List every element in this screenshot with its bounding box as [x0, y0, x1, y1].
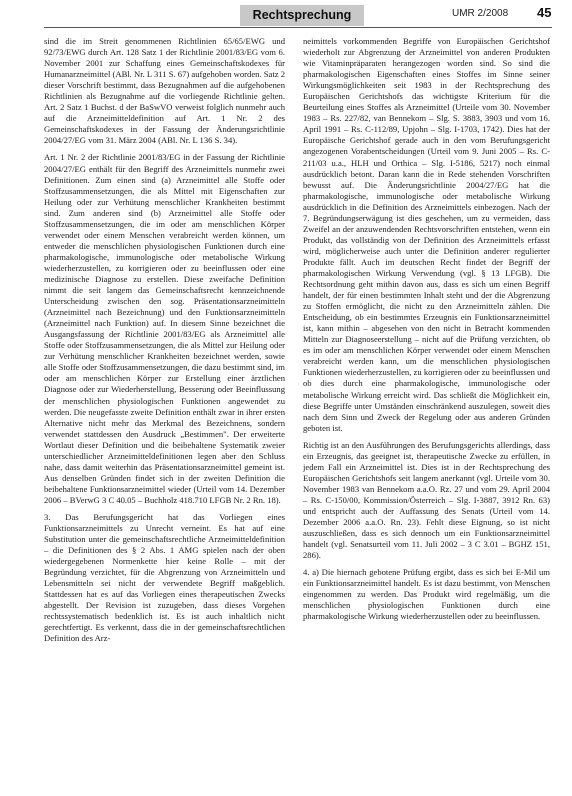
paragraph: Art. 1 Nr. 2 der Richtlinie 2001/83/EG in der Fassung der Richtlinie 2004/27/EG enthält für den Begriff des Arzneimittels nunmehr zwei Definitionen. Zum einen sind (a) Arzneimittel alle Stoffe oder Stoffzusammensetzungen, die als Mittel mit Eigenschaften zur Heilung oder zur Verhütung menschlicher Krankheiten bestimmt sind. Zum anderen sind (b) Arzneimittel alle Stoffe oder Stoffzusammensetzungen, die im oder am menschlichen Körper verwendet oder einem Menschen verabreicht werden können, um entweder die menschlichen physiologischen Funktionen durch eine pharmakologische, immunologische oder metabolische Wirkung wiederherzustellen, zu korrigieren oder zu beeinflussen oder eine medizinische Diagnose zu erstellen. Diese zweifache Definition nimmt die seit langem das Gemeinschaftsrecht kennzeichnende Unterscheidung zwischen den sog. Präsentationsarzneimitteln (Arzneimittel nach Bezeichnung) und den Funktionsarzneimitteln (Arzneimittel nach Funktion) auf. In diesem Sinne bezeichnet die Ausgangsfassung der Richtlinie 2001/83/EG als Arzneimittel alle Stoffe oder Stoffzusammensetzungen, die als Mittel zur Heilung oder zur Verhütung menschlicher Krankheiten bezeichnet werden, sowie alle Stoffe oder Stoffzusammensetzungen, die dazu bestimmt sind, im oder am menschlichen Körper zur Erstellung einer ärztlichen Diagnose oder zur Wiederherstellung, Besserung oder Beeinflussung der menschlichen physiologischen Funktionen angewendet zu werden. Die neugefasste zweite Definition enthält zwar in ihrer ersten Alternative nicht mehr das Merkmal des Bezeichnens, sondern verwendet stattdessen den Ausdruck „Bestimmen". Der erweiterte Wortlaut dieser Definition und die beibehaltene Systematik zweier unterschiedlicher Arzneimitteldefinitionen legen aber den Schluss nahe, dass damit weiterhin das Präsentationsarzneimittel gemeint ist. Aus denselben Gründen findet sich in der zweiten Definition die beibehaltene Funktionsarzneimittel wieder (Urteil vom 14. Dezember 2006 – BVerwG 3 C 40.05 – Buchholz 418.710 LFGB Nr. 2 Rn. 18). [44, 152, 285, 505]
left-column [44, 36, 285, 788]
paragraph: sind die im Streit genommenen Richtlinien 65/65/EWG und 92/73/EWG durch Art. 128 Satz 1 der Richtlinie 2001/83/EG vom 6. November 2001 zur Schaffung eines Gemeinschaftskodexes für Humanarzneimittel (ABl. Nr. L 311 S. 67) aufgehoben worden. Satz 2 dieser Vorschrift bestimmt, dass Bezugnahmen auf die aufgehobenen Richtlinien als Bezugnahme auf die vorliegende Richtlinie gelten. Art. 2 Satz 1 Buchst. d der BaSwVO verweist folglich nunmehr auch auf die Arzneimitteldefinition auf Art. 1 Nr. 2 des Gemeinschaftskodexes in der Fassung der Änderungsrichtlinie 2004/27/EG vom 31. März 2004 (ABl. Nr. L 136 S. 34). [44, 36, 285, 146]
section-title: Rechtsprechung [240, 5, 364, 26]
paragraph: neimittels vorkommenden Begriffe von Europäischen Gerichtshof wiederholt zur Abgrenzung der Arzneimittel von anderen Produkten wie Vitaminpräparaten herangezogen worden sind. So sind die pharmakologischen Eigenschaften eines Stoffes im Sinne seiner Wirkungsmöglichkeiten seit 1983 in der Rechtsprechung des Europäischen Gerichtshofs das wichtigste Kriterium für die Beurteilung eines Stoffes als Arzneimittel (Urteile vom 30. November 1983 – Rs. 227/82, van Bennekom – Slg. S. 3883, 3903 und vom 16. April 1991 – Rs. C-112/89, Upjohn – Slg. I-1703, 1742). Dies hat der Europäische Gerichtshof gerade auch in den vom Berufungsgericht angezogenen Vorabentscheidungen (Urteil vom 9. Juni 2005 – Rs. C-211/03 u.a., HLH und Orthica – Slg. I-5186, 5217) noch einmal ausdrücklich betont. Daran kann die in Rede stehenden Vorschriften bewusst auf. Die Änderungsrichtlinie 2004/27/EG hat die pharmakologische, immunologische oder metabolische Wirkung ausdrücklich in die Definition des Arzneimittels einbezogen. Nach der 7. Begründungserwägung ist dies geschehen, um zu vermeiden, dass Zweifel an der anzuwendenden Rechtsvorschriften entstehen, wenn ein Produkt, das vollständig von der Definition des Arzneimittels erfasst wird, möglicherweise auch unter die Definition anderer regulierter Produkte fällt. Auch im deutschen Recht findet der Begriff der pharmakologischen Wirkung Verwendung (vgl. § 13 LFGB). Die Rechtsordnung geht mithin davon aus, dass es sich um einen Begriff handelt, der für einen bestimmten Inhalt steht und der die Abgrenzung zu Stoffen ermöglicht, die nicht zu den Arzneimitteln zählen. Die Entscheidung, ob ein bestimmtes Erzeugnis ein Funktionsarzneimittel ist, kann mithin – abgesehen von den nicht in Betracht kommenden Mitteln zur Diagnoseerstellung – nicht auf die Prüfung verzichten, ob es im oder am menschlichen Körper verwendet oder einem Menschen verabreicht werden kann, um die menschlichen physiologischen Funktionen wiederherzustellen, zu korrigieren oder zu beeinflussen und ob dies durch eine pharmakologische, immunologische oder metabolische Wirkung erreicht wird. Das schließt die Möglichkeit ein, diese Begriffe unter Umständen einschränkend auszulegen, soweit dies nach dem Sinn und Zweck der Regelung oder aus anderen Gründen geboten ist. [303, 36, 550, 433]
paragraph: 4. a) Die hiernach gebotene Prüfung ergibt, dass es sich bei E-Mil um ein Funktionsarzneimittel handelt. Es ist dazu bestimmt, von Menschen eingenommen zu werden. Das Produkt wird regelmäßig, um die menschlichen physiologischen Funktionen durch eine pharmakologische Wirkung wiederherzustellen oder zu beeinflussen. [303, 567, 550, 622]
page-number: 45 [537, 5, 552, 20]
right-column [303, 36, 550, 788]
paragraph: 3. Das Berufungsgericht hat das Vorliegen eines Funktionsarzneimittels zu Unrecht verneint. Es hat auf eine Substitution unter die gemeinschaftsrechtliche Arzneimitteldefinition – die Definitionen des § 2 Abs. 1 AMG spielen nach der oben wiedergegebenen Normenkette hier keine Rolle – mit der Begründung verzichtet, für die Abgrenzung von Arzneimitteln und Lebensmitteln sei nicht der verwendete Begriff maßgeblich. Stattdessen hat es auf das Vorliegen eines therapeutischen Zwecks abgestellt. Der Revision ist zuzugeben, dass dieses Vorgehen rechtssystematisch bedenklich ist. Es ist auch inhaltlich nicht gerechtfertigt. Es verkennt, dass die in der gemeinschaftsrechtlichen Definition des Arz- [44, 511, 285, 644]
paragraph: Richtig ist an den Ausführungen des Berufungsgerichts allerdings, dass ein Erzeugnis, das geeignet ist, therapeutische Zwecke zu erfüllen, in jedem Fall ein Arzneimittel ist. Dies ist in der Rechtsprechung des Europäischen Gerichtshofs seit langem anerkannt (vgl. Urteile vom 30. November 1983 van Bennekom a.a.O. Rz. 27 und vom 29. April 2004 – Rs. C-150/00, Kommission/Österreich – Slg. I-3887, 3912 Rn. 63) und entspricht auch der Auffassung des Senats (Urteil vom 14. Dezember 2006 a.a.O. Rn. 23). Fehlt diese Eignung, so ist nicht auszuschließen, dass es sich dennoch um ein Funktionsarzneimittel handelt (vgl. Senatsurteil vom 11. Juli 2002 – 3 C 3.01 – BGHZ 151, 286). [303, 439, 550, 561]
page-header [0, 0, 572, 30]
journal-issue: UMR 2/2008 [452, 8, 509, 19]
header-rule [44, 27, 552, 28]
